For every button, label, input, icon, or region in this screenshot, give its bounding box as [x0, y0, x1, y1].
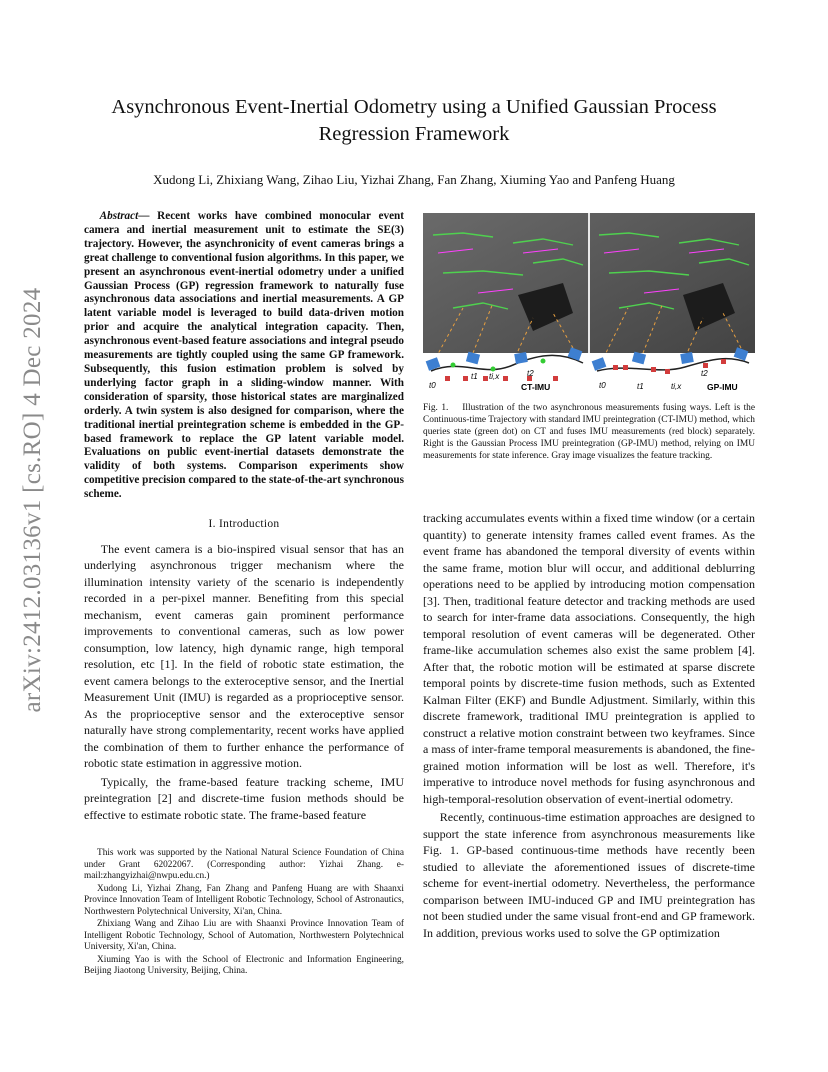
label-t1-left: t1	[471, 372, 478, 381]
section-heading-text: I. Introduction	[208, 518, 280, 531]
label-ct-imu: CT-IMU	[521, 382, 551, 392]
abstract-text: Recent works have combined monocular event camera and inertial measurement unit to estimate the SE(3) trajectory. However, the asynchronicity of event cameras brings a great challenge to conventional fusion algorithms. In this paper, we present an asynchronous event-inertial odometry under a unified Gaussian Process (GP) regression framework to naturally fuse asynchronous data associations and inertial measurements. A GP latent variable model is leveraged to build data-driven motion prior and acquire the analytical integration capacity. Then, asynchronous event-based feature associations and integral pseudo measurements are tightly coupled using the same GP framework. Subsequently, this fusion estimation problem is solved by underlying factor graph in a sliding-window manner. With consideration of sparsity, those historical states are marginalized orderly. A twin system is also designed for comparison, where the traditional inertial preintegration scheme is embedded in the GP-based framework to replace the GP latent variable model. Evaluations on public event-inertial datasets demonstrate the validity of both systems. Comparison experiments show competitive precision compared to the state-of-the-art synchronous scheme.	[84, 210, 404, 501]
label-t1-right: t1	[637, 382, 644, 391]
footnote-affiliation: Xudong Li, Yizhai Zhang, Fan Zhang and Panfeng Huang are with Shaanxi Province Innovation Team of Intelligent Robotic Technology, School of Astronautics, Northwestern Polytechnical University, Xi'an, China.	[84, 883, 404, 917]
footnotes	[84, 848, 404, 979]
figure-caption	[423, 402, 755, 462]
arxiv-identifier	[18, 287, 48, 713]
footnote-funding: This work was supported by the National Natural Science Foundation of China under Grant 62022067. (Corresponding author: Yizhai Zhang. e-mail:zhangyizhai@nwpu.edu.cn.)	[84, 848, 404, 881]
paper-title: Asynchronous Event-Inertial Odometry using a Unified Gaussian Process Regression Framework	[111, 96, 717, 145]
caption-text: Illustration of the two asynchronous measurements fusing ways. Left is the Continuous-time Trajectory with standard IMU preintegration (CT-IMU) method, which queries state (green dot) on CT and fuses IMU measurements (red block) separately. Right is the Gaussian Process IMU preintegration (GP-IMU) method, relying on IMU measurements for state inference. Gray image visualizes the feature tracking.	[423, 403, 756, 461]
figure-1	[423, 213, 755, 394]
intro-paragraph: tracking accumulates events within a fixed time window (or a certain quantity) to generate intensity frames called event frames. As the event frame has abandoned the temporal diversity of events within the same frame, motion blur will occur, and additional deblurring operations need to be applied by introducing motion compensation [3]. Then, traditional feature detector and tracking methods are used to search for inter-frame data associations. Consequently, the high temporal resolution of event cameras will be degenerated. Other frame-like accumulation schemes also exist the same problem [4]. After that, the robotic motion will be estimated at sparse discrete temporal points by discrete-time fusion methods, such as Extented Kalman Filter (EKF) and Bundle Adjustment. Similarly, within this discrete framework, traditional IMU preintegration is applied to construct a relative motion constraint between two keyframes. Since a mass of inter-frame temporal measurements is abandoned, the fine-grained motion information will be lost as well. Therefore, it's imperative to introduce novel methods for fusing asynchronous and high-temporal-resolution observation of event-inertial odometry.	[423, 511, 755, 806]
left-column	[84, 210, 404, 825]
abstract-separator: —	[138, 210, 158, 222]
footnote-affiliation: Zhixiang Wang and Zihao Liu are with Shaanxi Province Innovation Team of Intelligent Robotic Technology, School of Automation, Northwestern Polytechnical University, Xi'an, China.	[84, 919, 404, 952]
intro-paragraph: Recently, continuous-time estimation approaches are designed to support the state inference from asynchronous measurements like Fig. 1. GP-based continuous-time methods have recently been studied to alleviate the aforementioned issues of discrete-time scheme for event-inertial odometry. Nevertheless, the performance comparison between IMU-induced GP and IMU preintegration has not been studied under the same visual front-end and GP framework. In addition, previous works used to solve the GP optimization	[423, 810, 755, 940]
label-tix-right: ti,x	[671, 382, 682, 391]
figure-illustration	[423, 213, 755, 394]
abstract-label: Abstract	[99, 210, 139, 222]
intro-paragraph: Typically, the frame-based feature tracking scheme, IMU preintegration [2] and discrete-time fusion methods should be effective to estimate robotic state. The frame-based feature	[84, 774, 404, 822]
arxiv-id-text: arXiv:2412.03136v1 [cs.RO] 4 Dec 2024	[19, 287, 46, 713]
right-column	[423, 510, 755, 943]
abstract	[84, 210, 404, 502]
label-t0-left: t0	[429, 381, 436, 390]
author-list: Xudong Li, Zhixiang Wang, Zihao Liu, Yizhai Zhang, Fan Zhang, Xiuming Yao and Panfeng Huang	[153, 172, 675, 187]
label-t2-left: t2	[527, 369, 534, 378]
label-t0-right: t0	[599, 381, 606, 390]
label-tix-left: ti,x	[489, 372, 500, 381]
footnote-affiliation: Xiuming Yao is with the School of Electronic and Information Engineering, Beijing Jiaotong University, Beijing, China.	[84, 954, 404, 976]
label-gp-imu: GP-IMU	[707, 382, 738, 392]
caption-label: Fig. 1.	[423, 403, 449, 413]
intro-paragraph: The event camera is a bio-inspired visual sensor that has an underlying asynchronous trigger mechanism where the illumination intensity variety of the scenario is independently recorded in a per-pixel manner. Benefiting from this special mechanism, event cameras gain prominent performance improvements to conventional cameras, such as low power consumption, low latency, high dynamic range, high temporal resolution, etc [1]. In the field of robotic state estimation, the event camera belongs to the exteroceptive sensor, and the Inertial Measurement Unit (IMU) is regarded as a proprioceptive sensor. As the proprioceptive sensor and the exteroceptive sensor naturally have strong complementarity, recent works have applied the combination of them to further enhance the performance of robotic state estimation in aggressive motion.	[84, 541, 404, 771]
section-heading-introduction	[84, 516, 404, 533]
label-t2-right: t2	[701, 369, 708, 378]
